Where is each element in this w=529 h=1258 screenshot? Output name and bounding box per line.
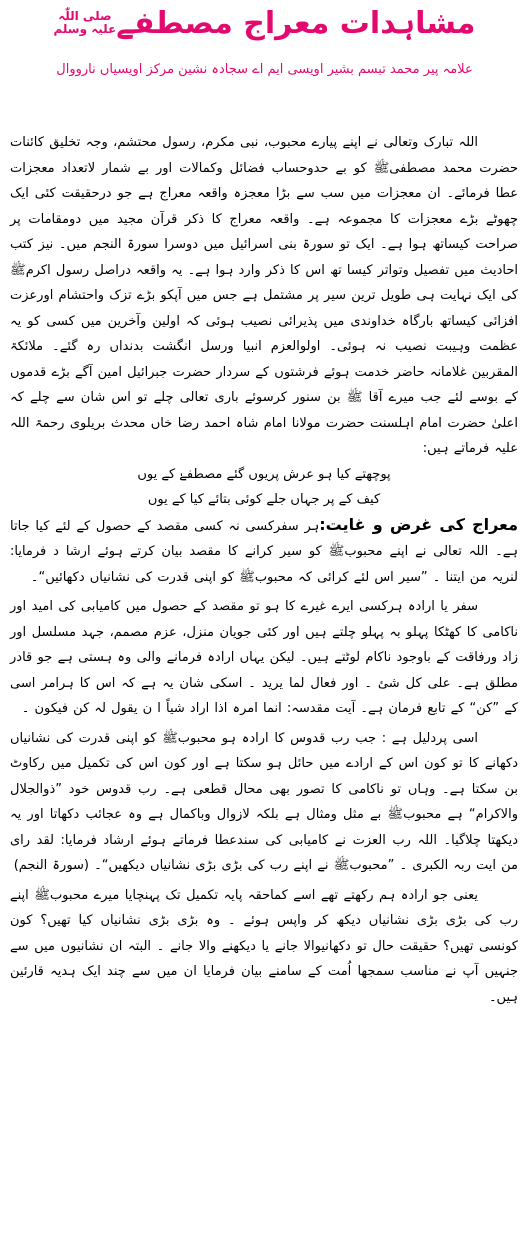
- section-heading: معراج کی غرض و غایت:: [319, 514, 518, 534]
- section-paragraph: [10, 512, 518, 591]
- body-paragraph: سفر یا ارادہ ہرکسی ایرے غیرے کا ہو تو مقصد کے حصول میں کامیابی کی امید اور ناکامی کا کھٹکا پہلو بہ پہلو چلتے ہیں اور کئی جویان منزل، عزم مصمم، جہد مسلسل اور زاد ورفاقت کے باوجود ناکام لوٹتے ہیں۔ لیکن یہاں ارادہ فرمانے والی وہ ہستی ہے جو قادر مطلق ہے۔ علی کل شئ ۔ اور فعال لما یرید ۔ اسکی شان یہ ہے کہ اس کا ہرامر اسی کے ”کن“ کے تابع فرمان ہے۔ آیت مقدسہ: انما امرہ اذا اراد شیاً ا ن یقول لہ کن فیکون ۔: [10, 599, 518, 716]
- section-paragraph-text: ہر سفرکسی نہ کسی مقصد کے حصول کے لئے کیا جاتا ہے۔ اللہ تعالی نے اپنے محبوبﷺ کو سیر کرانے کا مقصد بیان کرتے ہوئے ارشا د فرمایا: لنریہ من ایتنا ۔ ”سیر اس لئے کرائی کہ محبوبﷺ کو اپنی قدرت کی نشانیاں دکھائیں“۔: [10, 518, 518, 585]
- body-paragraph: یعنی جو ارادہ ہم رکھتے تھے اسے کماحقہ پایہ تکمیل تک پہنچایا میرے محبوبﷺ اپنے رب کی بڑی بڑی نشانیاں دیکھ کر واپس ہوئے ۔ وہ بڑی بڑی نشانیاں کیا تھیں؟ کون کونسی تھیں؟ حقیقت حال تو دکھانیوالا جانے یا دیکھنے والا جانے ۔ البتہ ان نشانیوں میں سے جنہیں آپ نے مناسب سمجھا اُمت کے سامنے بیان فرمایا ان میں سے چند ایک ہدیہ قارئین ہیں۔: [10, 887, 518, 1005]
- verse-line: پوچھتے کیا ہو عرش پریوں گئے مصطفےٰ کے یوں: [137, 466, 391, 482]
- author-byline: علامہ پیر محمد تبسم بشیر اویسی ایم اے سجادہ نشین مرکز اویسیاں نارووال: [56, 62, 473, 77]
- intro-paragraph: اللہ تبارک وتعالی نے اپنے پیارے محبوب، نبی مکرم، رسول محتشم، وجہ تخلیق کائنات حضرت محمد مصطفیﷺ کو بے حدوحساب فضائل وکمالات اور بے شمار لاتعداد معجزات عطا فرمائے۔ ان معجزات میں سب سے بڑا معجزہ واقعہ معراج ہے جو درحقیقت کئی ایک چھوٹے بڑے معجزات کا مجموعہ ہے۔ واقعہ معراج کا ذکر قرآن مجید میں دومقامات پر صراحت کیساتھ ہوا ہے۔ ایک تو سورۃ بنی اسرائیل میں دوسرا سورۃ النجم میں۔ نیز کتب احادیث میں تفصیل وتواتر کیسا تھ اس کا ذکر وارد ہوا ہے۔ یہ واقعہ دراصل رسول اکرمﷺ کی ایک نہایت ہی طویل ترین سیر پر مشتمل ہے جس میں آپکو بڑے تزک واحتشام اورعزت افزائی کیساتھ بارگاہ خداوندی میں پذیرائی نصیب ہوئی کہ اولین وآخرین میں کسی کو یہ عظمت وہیبت نصیب نہ ہوئی۔ اولوالعزم انبیا ورسل انگشت بدنداں رہ گئے۔ ملائکۃ المقربین غلامانہ حاضر خدمت ہوئے فرشتوں کے سردار حضرت جبرائیل امین آگے بڑے قدموں کے بوسے لئے جب میرے آقا ﷺ بن سنور کرسوئے باری تعالی چلے تو اس شان سے چلے کہ اعلیٰ حضرت امام اہلسنت حضرت مولانا امام شاہ احمد رضا خاں محدث بریلوی رحمۃ اللہ علیہ فرماتے ہیں:: [10, 135, 518, 456]
- body-paragraph: اسی پردلیل ہے : جب رب قدوس کا ارادہ ہو محبوبﷺ کو اپنی قدرت کی نشانیاں دکھانے کا تو کون اس کے ارادے میں حائل ہو سکتا ہے اور کون اس کی تکمیل میں رکاوٹ بن سکتا ہے۔ وہاں تو ناکامی کا تصور بھی محال قطعی ہے۔ رب قدوس خود ”ذوالجلال والاکرام“ ہے محبوبﷺ بے مثل ومثال ہے بلکہ لازوال وباکمال ہے وہ عجائب دکھاتا اور یہ دیکھتا چلاگیا۔ اللہ رب العزت نے کامیابی کی سندعطا فرماتے ہوئے ارشاد فرمایا: لقد رای من ایت ربہ الکبری ۔ ”محبوبﷺ نے اپنے رب کی بڑی بڑی نشانیاں دیکھیں“۔ (سورۃ النجم): [10, 730, 518, 873]
- article-title: [0, 4, 529, 44]
- poetry-verses: [10, 462, 518, 512]
- article-body: [10, 130, 518, 1010]
- verse-line: کیف کے پر جہاں جلے کوئی بتائے کیا کے یوں: [147, 491, 381, 507]
- title-honorific: صلی اللّٰہ علیہ وسلم: [53, 9, 117, 36]
- title-main: مشاہدات معراج مصطفے: [116, 6, 476, 41]
